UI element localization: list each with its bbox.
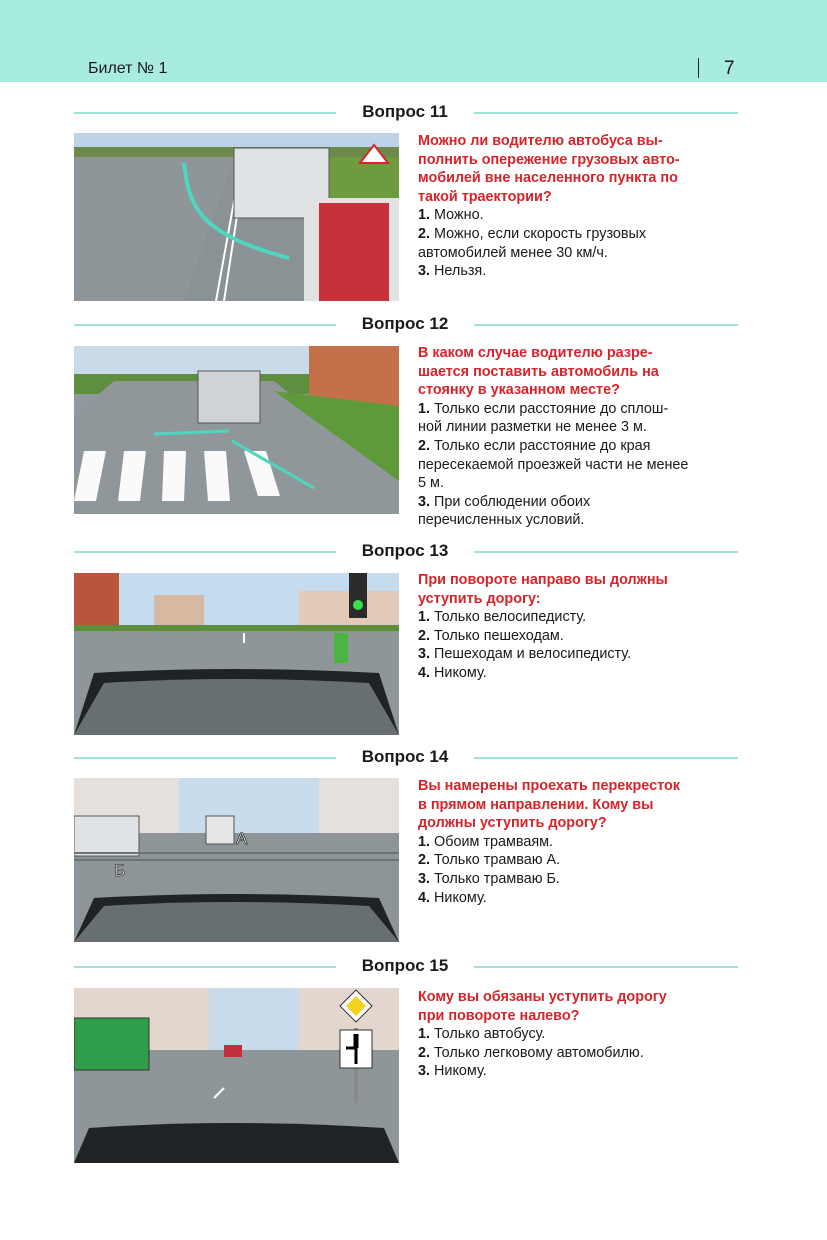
answer-option-1: 1. Только если расстояние до сплош- ной линии разметки не менее 3 м. (418, 400, 669, 436)
question-14-text (418, 777, 740, 907)
question-13-heading (74, 539, 738, 563)
answer-option-3: 3. Пешеходам и велосипедисту. (418, 646, 632, 663)
question-15-illustration (74, 988, 399, 1163)
heading-rule-left (74, 757, 336, 759)
question-15-heading (74, 954, 738, 978)
answer-option-3: 3. При соблюдении обоих перечисленных условий. (418, 493, 591, 529)
heading-rule-right (474, 966, 738, 968)
question-title: Вопрос 12 (361, 314, 449, 333)
answer-option-2: 2. Только пешеходам. (418, 627, 564, 644)
tram-b-label: Б (114, 861, 126, 880)
answer-option-2: 2. Только если расстояние до края пересекаемой проезжей части не менее 5 м. (418, 437, 689, 492)
answer-option-2: 2. Только легковому автомобилю. (418, 1044, 644, 1061)
question-title: Вопрос 13 (361, 541, 449, 560)
page-number-divider (698, 58, 699, 78)
question-13-illustration (74, 573, 399, 735)
page-number: 7 (724, 58, 735, 79)
question-prompt: Можно ли водителю автобуса вы- полнить опережение грузовых авто- мобилей вне населенного пункта по такой траектории? (418, 133, 680, 205)
heading-rule-left (74, 112, 336, 114)
question-title: Вопрос 14 (361, 747, 449, 766)
heading-rule-right (474, 324, 738, 326)
question-title: Вопрос 15 (361, 956, 449, 975)
answer-option-1: 1. Обоим трамваям. (418, 833, 554, 850)
ticket-title: Билет № 1 (88, 60, 168, 77)
question-15-text (418, 988, 740, 1081)
tram-a-label: А (236, 829, 248, 848)
question-prompt: Вы намерены проехать перекресток в прямом направлении. Кому вы должны уступить дорогу? (418, 778, 680, 832)
question-11-heading (74, 100, 738, 124)
question-12-text (418, 344, 740, 530)
question-12-illustration (74, 346, 399, 514)
question-14-heading (74, 745, 738, 769)
answer-option-3: 3. Нельзя. (418, 263, 487, 280)
heading-rule-left (74, 551, 336, 553)
answer-option-1: 1. Можно. (418, 207, 484, 224)
heading-rule-right (474, 551, 738, 553)
question-14-illustration (74, 778, 399, 942)
heading-rule-left (74, 324, 336, 326)
answer-option-2: 2. Можно, если скорость грузовых автомобилей менее 30 км/ч. (418, 225, 647, 261)
heading-rule-left (74, 966, 336, 968)
answer-option-1: 1. Только велосипедисту. (418, 609, 587, 626)
question-11-illustration (74, 133, 399, 301)
question-prompt: Кому вы обязаны уступить дорогу при повороте налево? (418, 989, 667, 1024)
heading-rule-right (474, 112, 738, 114)
question-13-text (418, 571, 740, 683)
answer-option-3: 3. Никому. (418, 1063, 487, 1080)
answer-option-4: 4. Никому. (418, 889, 487, 906)
question-12-heading (74, 312, 738, 336)
question-prompt: В каком случае водителю разре- шается поставить автомобиль на стоянку в указанном месте? (418, 345, 659, 399)
answer-option-3: 3. Только трамваю Б. (418, 870, 560, 887)
question-title: Вопрос 11 (362, 102, 448, 121)
answer-option-2: 2. Только трамваю А. (418, 852, 561, 869)
question-prompt: При повороте направо вы должны уступить дорогу: (418, 572, 668, 607)
answer-option-1: 1. Только автобусу. (418, 1026, 546, 1043)
answer-option-4: 4. Никому. (418, 664, 487, 681)
question-11-text (418, 132, 740, 281)
heading-rule-right (474, 757, 738, 759)
